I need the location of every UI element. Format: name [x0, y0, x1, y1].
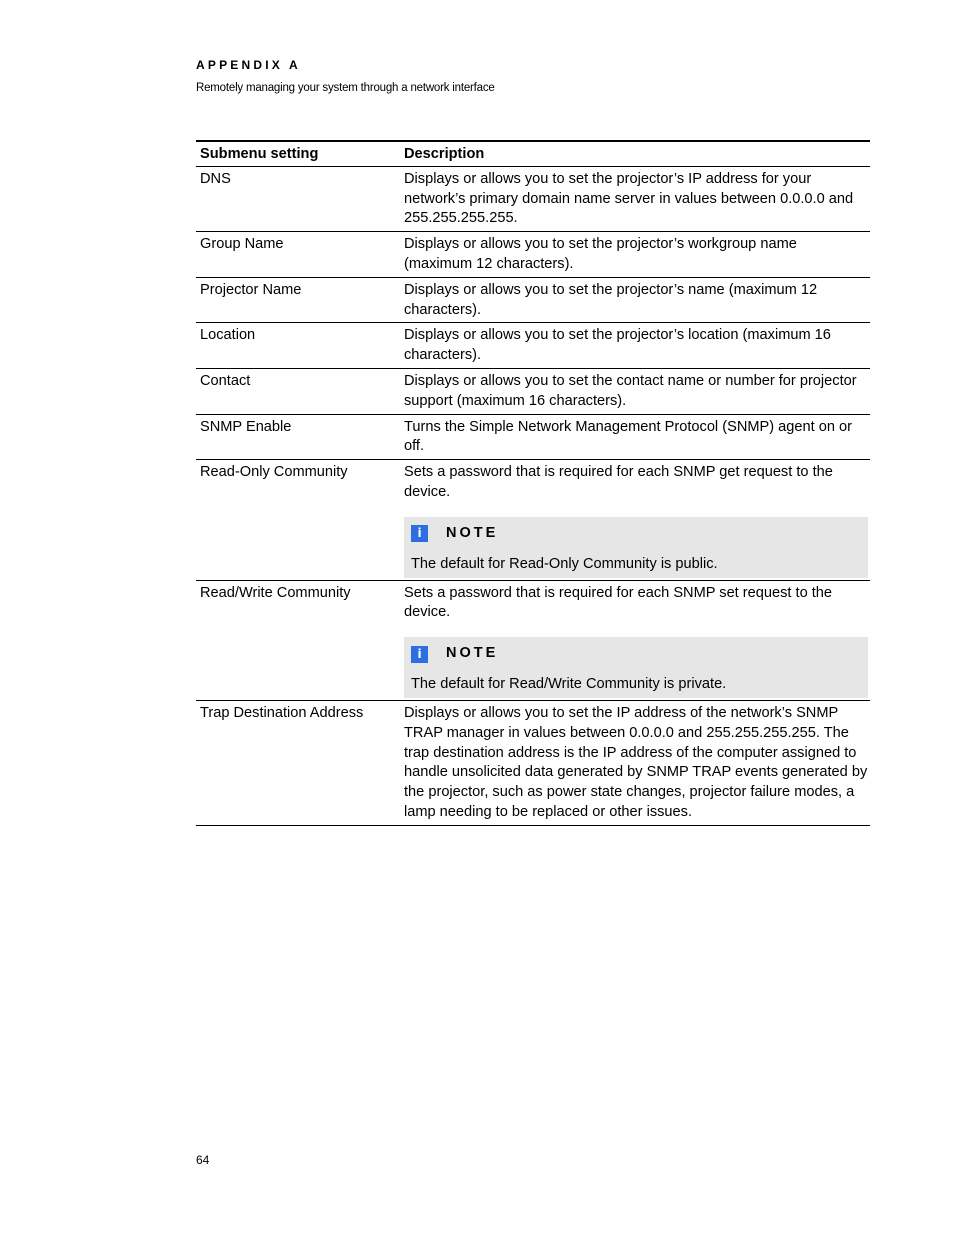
description-cell: Turns the Simple Network Management Protocol (SNMP) agent on or off. — [398, 414, 870, 460]
note-title: NOTE — [446, 645, 499, 662]
setting-cell: Read-Only Community — [196, 460, 398, 580]
description-cell — [398, 460, 870, 580]
table-row — [196, 232, 870, 278]
table-row — [196, 580, 870, 700]
setting-cell: DNS — [196, 166, 398, 231]
description-cell: Displays or allows you to set the projector’s location (maximum 16 characters). — [398, 323, 870, 369]
column-header-description: Description — [398, 141, 870, 166]
description-cell: Displays or allows you to set the projector’s IP address for your network’s primary domain name server in values between 0.0.0.0 and 255.255.255.255. — [398, 166, 870, 231]
setting-cell: Group Name — [196, 232, 398, 278]
table-row — [196, 414, 870, 460]
table-header-row — [196, 141, 870, 166]
settings-table — [196, 140, 870, 826]
note-box — [404, 637, 868, 698]
description-cell: Displays or allows you to set the IP address of the network’s SNMP TRAP manager in values between 0.0.0.0 and 255.255.255.255. The trap destination address is the IP address of the computer assigned to handle unsolicited data generated by SNMP TRAP events generated by the projector, such as power state changes, projector failure modes, a lamp needing to be replaced or other issues. — [398, 700, 870, 825]
note-box — [404, 517, 868, 578]
setting-cell: Location — [196, 323, 398, 369]
setting-cell: Read/Write Community — [196, 580, 398, 700]
note-text: The default for Read-Only Community is public. — [411, 555, 718, 572]
description-cell: Displays or allows you to set the projector’s workgroup name (maximum 12 characters). — [398, 232, 870, 278]
table-row — [196, 277, 870, 323]
info-icon: i — [411, 525, 428, 542]
column-header-setting: Submenu setting — [196, 141, 398, 166]
setting-cell: SNMP Enable — [196, 414, 398, 460]
info-icon: i — [411, 646, 428, 663]
page-number: 64 — [196, 1153, 210, 1167]
appendix-label: APPENDIX A — [196, 58, 301, 72]
description-text: Sets a password that is required for each SNMP set request to the device. — [404, 584, 833, 621]
table-row — [196, 323, 870, 369]
note-header — [411, 523, 861, 545]
note-header — [411, 643, 861, 665]
description-cell — [398, 580, 870, 700]
description-text: Sets a password that is required for each SNMP get request to the device. — [404, 464, 833, 500]
setting-cell: Trap Destination Address — [196, 700, 398, 825]
note-title: NOTE — [446, 524, 499, 541]
table-row — [196, 166, 870, 231]
setting-cell: Contact — [196, 368, 398, 414]
table-row — [196, 700, 870, 825]
table-row — [196, 460, 870, 580]
page-subtitle: Remotely managing your system through a network interface — [196, 82, 495, 94]
note-text: The default for Read/Write Community is private. — [411, 676, 727, 693]
description-cell: Displays or allows you to set the contact name or number for projector support (maximum 16 characters). — [398, 368, 870, 414]
description-cell: Displays or allows you to set the projector’s name (maximum 12 characters). — [398, 277, 870, 323]
table-row — [196, 368, 870, 414]
setting-cell: Projector Name — [196, 277, 398, 323]
